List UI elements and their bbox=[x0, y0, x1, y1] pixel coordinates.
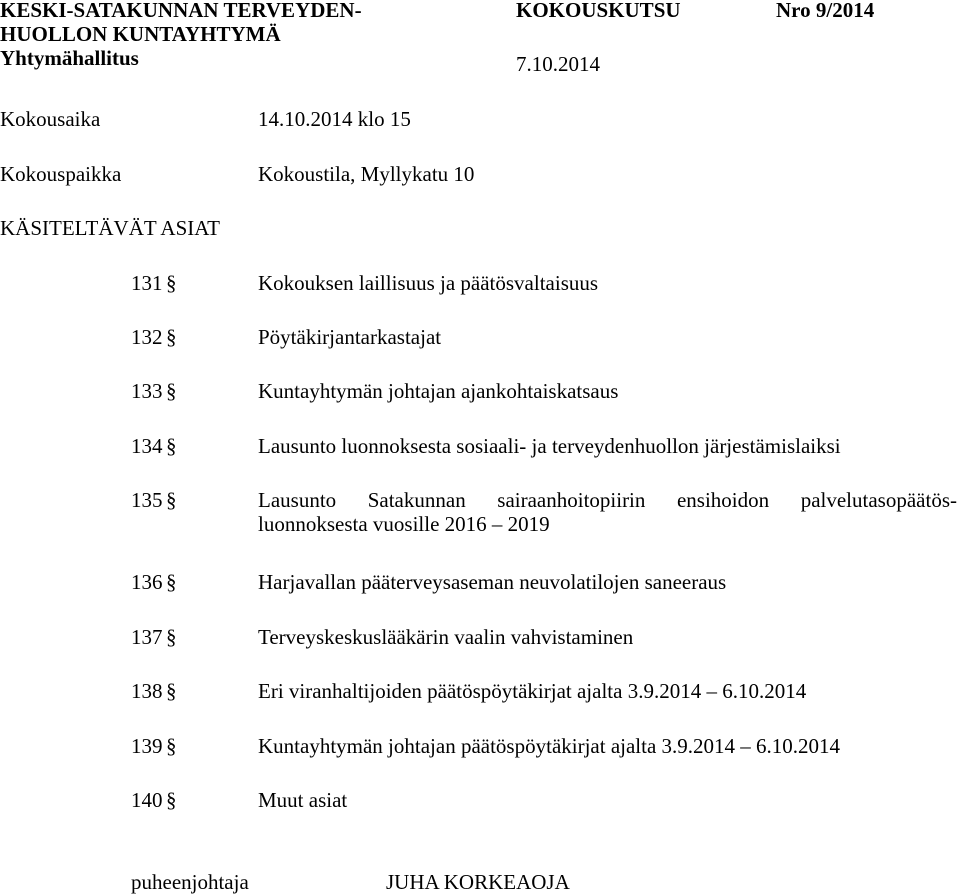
agenda-item-title-word: sairaanhoitopiirin bbox=[497, 488, 646, 512]
section-symbol: § bbox=[166, 570, 177, 594]
agenda-item-number: 140 bbox=[131, 788, 163, 812]
agenda-item-number: 134 bbox=[131, 434, 163, 458]
doc-date: 7.10.2014 bbox=[516, 52, 600, 76]
agenda-item-title: Eri viranhaltijoiden päätöspöytäkirjat ajalta 3.9.2014 – 6.10.2014 bbox=[258, 679, 807, 703]
agenda-item-title-word: Satakunnan bbox=[367, 488, 466, 512]
agenda-item-title: Kuntayhtymän johtajan päätöspöytäkirjat ajalta 3.9.2014 – 6.10.2014 bbox=[258, 734, 841, 758]
agenda-item-number: 139 bbox=[131, 734, 163, 758]
org-name-line1: KESKI-SATAKUNNAN TERVEYDEN- bbox=[0, 0, 362, 22]
agenda-item-number: 133 bbox=[131, 379, 163, 403]
section-symbol: § bbox=[166, 734, 177, 758]
agenda-item-title-word: palvelutasopäätös- bbox=[800, 488, 957, 512]
section-symbol: § bbox=[166, 625, 177, 649]
agenda-item-title-word: Lausunto bbox=[258, 488, 337, 512]
agenda-item-title bbox=[258, 488, 957, 512]
section-symbol: § bbox=[166, 434, 177, 458]
agenda-item-title: Lausunto luonnoksesta sosiaali- ja terveydenhuollon järjestämislaiksi bbox=[258, 434, 841, 458]
agenda-item-number: 132 bbox=[131, 325, 163, 349]
agenda-item-number: 131 bbox=[131, 271, 163, 295]
agenda-item-title: Terveyskeskuslääkärin vaalin vahvistaminen bbox=[258, 625, 634, 649]
section-symbol: § bbox=[166, 679, 177, 703]
org-name-line2: HUOLLON KUNTAYHTYMÄ bbox=[0, 22, 281, 46]
agenda-item-number: 135 bbox=[131, 488, 163, 512]
section-symbol: § bbox=[166, 488, 177, 512]
agenda-item-number: 138 bbox=[131, 679, 163, 703]
meeting-place-value: Kokoustila, Myllykatu 10 bbox=[258, 162, 475, 186]
body-name: Yhtymähallitus bbox=[0, 46, 139, 70]
signature-role: puheenjohtaja bbox=[131, 870, 249, 894]
meeting-time-value: 14.10.2014 klo 15 bbox=[258, 107, 411, 131]
agenda-item-number: 136 bbox=[131, 570, 163, 594]
doc-number: Nro 9/2014 bbox=[776, 0, 875, 22]
agenda-item-title: Muut asiat bbox=[258, 788, 348, 812]
meeting-time-label: Kokousaika bbox=[0, 107, 101, 131]
agenda-item-title: Harjavallan pääterveysaseman neuvolatilojen saneeraus bbox=[258, 570, 727, 594]
section-symbol: § bbox=[166, 271, 177, 295]
section-symbol: § bbox=[166, 379, 177, 403]
section-symbol: § bbox=[166, 788, 177, 812]
meeting-place-label: Kokouspaikka bbox=[0, 162, 122, 186]
agenda-item-title: Kuntayhtymän johtajan ajankohtaiskatsaus bbox=[258, 379, 619, 403]
agenda-item-title-continuation: luonnoksesta vuosille 2016 – 2019 bbox=[258, 512, 550, 536]
agenda-item-title: Pöytäkirjantarkastajat bbox=[258, 325, 442, 349]
agenda-heading: KÄSITELTÄVÄT ASIAT bbox=[0, 216, 220, 240]
signature-name: JUHA KORKEAOJA bbox=[386, 870, 570, 894]
agenda-item-title: Kokouksen laillisuus ja päätösvaltaisuus bbox=[258, 271, 599, 295]
agenda-item-title-word: ensihoidon bbox=[676, 488, 770, 512]
section-symbol: § bbox=[166, 325, 177, 349]
doc-type: KOKOUSKUTSU bbox=[516, 0, 681, 22]
agenda-item-number: 137 bbox=[131, 625, 163, 649]
